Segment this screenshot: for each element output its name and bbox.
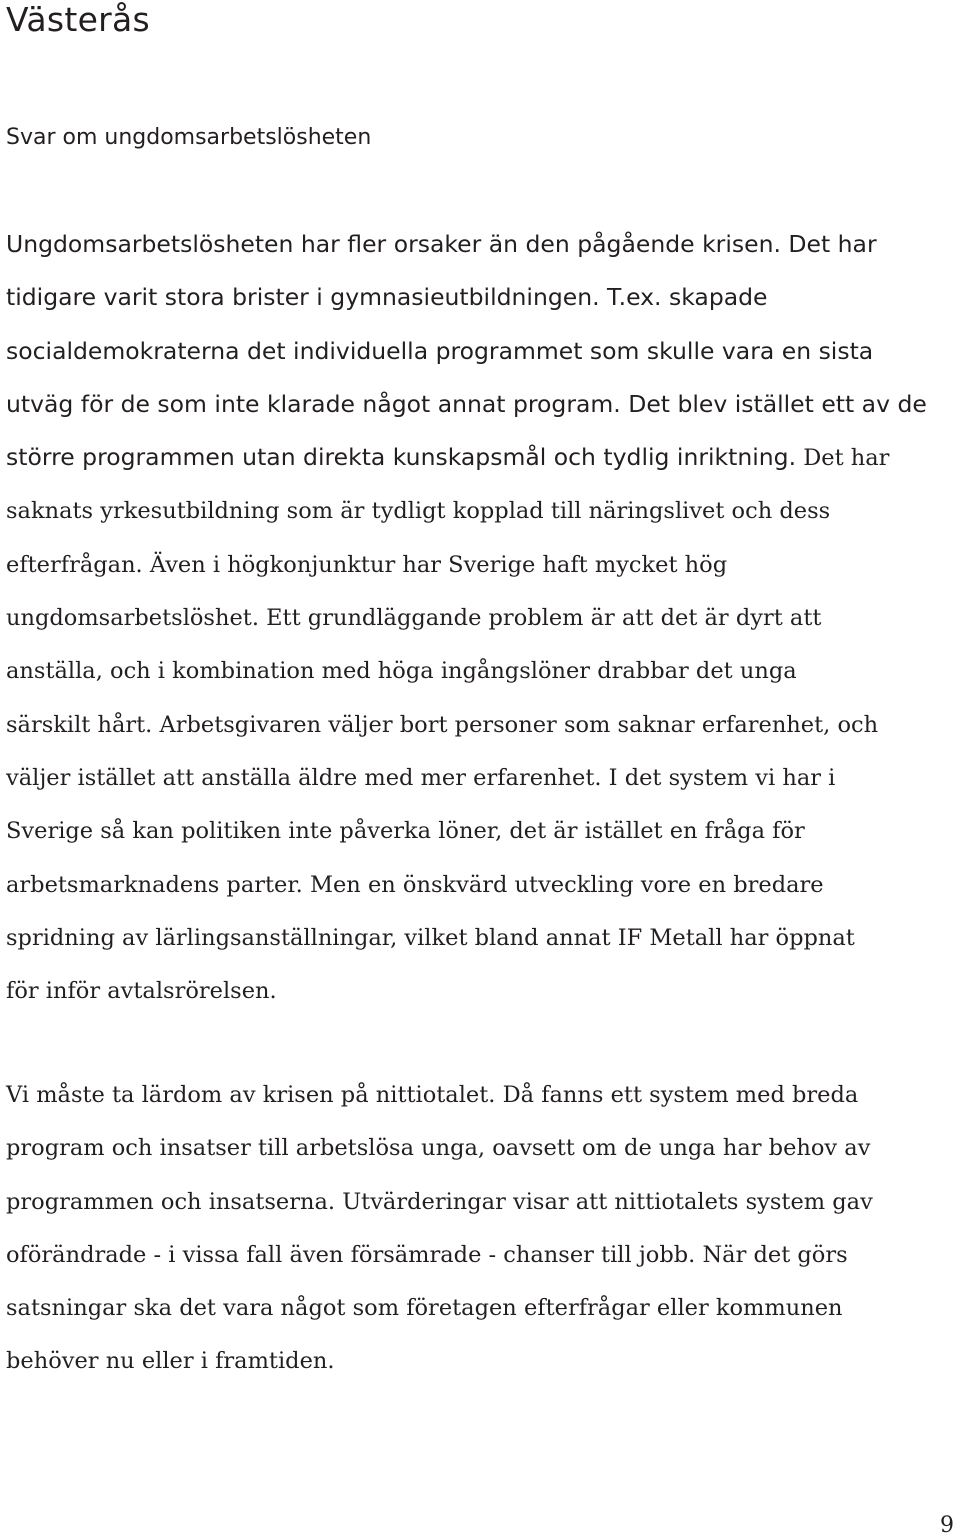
paragraph-line: programmen och insatserna. Utvärderingar visar att nittiotalets system gav <box>6 1188 873 1215</box>
paragraph-line: utväg för de som inte klarade något annat program. Det blev istället ett av de <box>6 389 927 418</box>
paragraph-line-part: Det har <box>796 445 890 472</box>
paragraph-line: väljer istället att anställa äldre med mer erfarenhet. I det system vi har i <box>6 764 836 791</box>
paragraph-line: ungdomsarbetslöshet. Ett grundläggande problem är att det är dyrt att <box>6 605 822 632</box>
paragraph-line: för inför avtalsrörelsen. <box>6 978 277 1005</box>
paragraph-line: Sverige så kan politiken inte påverka löner, det är istället en fråga för <box>6 818 805 845</box>
paragraph-line: Vi måste ta lärdom av krisen på nittiotalet. Då fanns ett system med breda <box>6 1082 859 1108</box>
paragraph-line: oförändrade - i vissa fall även försämrade - chanser till jobb. När det görs <box>6 1241 848 1268</box>
paragraph-nineties-lesson <box>6 1069 873 1389</box>
page-subtitle: Svar om ungdomsarbetslösheten <box>6 125 372 150</box>
paragraph-unemployment-causes <box>6 218 927 1018</box>
paragraph-line: behöver nu eller i framtiden. <box>6 1348 335 1375</box>
paragraph-line: program och insatser till arbetslösa unga, oavsett om de unga har behov av <box>6 1135 871 1162</box>
paragraph-line: anställa, och i kombination med höga ingångslöner drabbar det unga <box>6 658 797 685</box>
paragraph-line: arbetsmarknadens parter. Men en önskvärd utveckling vore en bredare <box>6 871 824 898</box>
paragraph-line: satsningar ska det vara något som företagen efterfrågar eller kommunen <box>6 1295 843 1322</box>
paragraph-line: tidigare varit stora brister i gymnasieutbildningen. T.ex. skapade <box>6 283 768 312</box>
paragraph-line <box>6 431 927 485</box>
paragraph-line: Ungdomsarbetslösheten har fler orsaker än den pågående krisen. Det har <box>6 230 877 258</box>
page-number: 9 <box>940 1513 954 1538</box>
paragraph-line: efterfrågan. Även i högkonjunktur har Sverige haft mycket hög <box>6 551 728 578</box>
paragraph-line: spridning av lärlingsanställningar, vilket bland annat IF Metall har öppnat <box>6 924 855 951</box>
paragraph-line: saknats yrkesutbildning som är tydligt kopplad till näringslivet och dess <box>6 498 831 525</box>
paragraph-line: socialdemokraterna det individuella programmet som skulle vara en sista <box>6 336 874 365</box>
paragraph-line-part: större programmen utan direkta kunskapsmål och tydlig inriktning. <box>6 443 797 472</box>
page-title: Västerås <box>6 0 151 39</box>
paragraph-line: särskilt hårt. Arbetsgivaren väljer bort personer som saknar erfarenhet, och <box>6 711 879 738</box>
